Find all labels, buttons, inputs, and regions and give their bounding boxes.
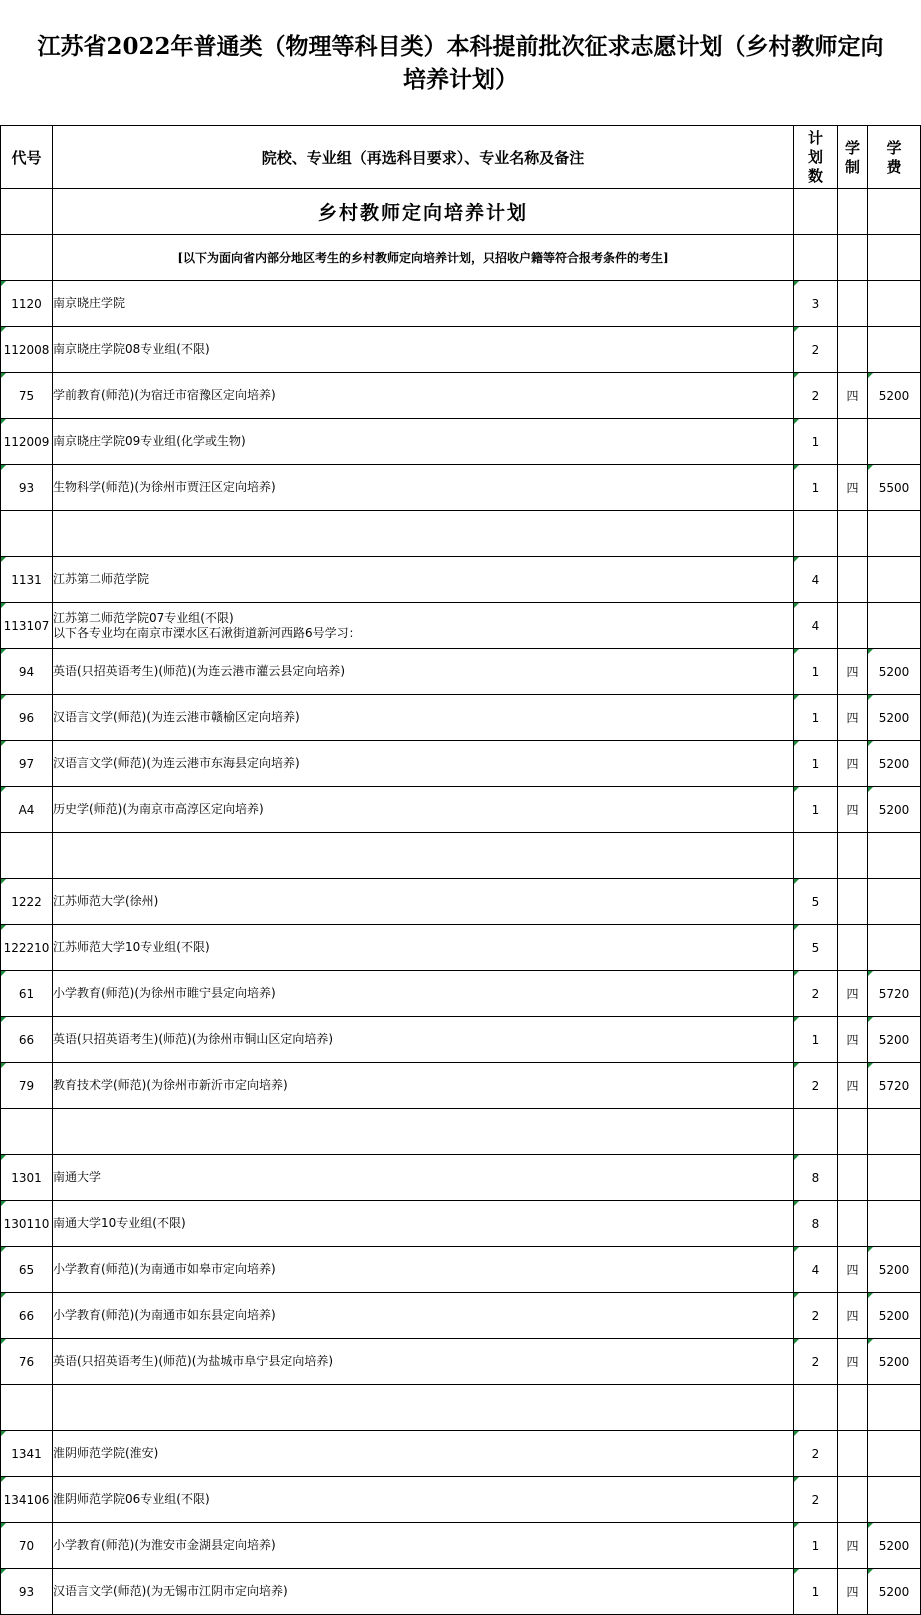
row-fee: 5200 (868, 1293, 921, 1339)
table-row (1, 1063, 921, 1109)
row-plan-count (794, 833, 838, 879)
row-length: 四 (838, 1569, 868, 1615)
table-row (1, 1523, 921, 1569)
row-plan-count: 1 (794, 741, 838, 787)
row-length (838, 603, 868, 649)
row-fee (868, 603, 921, 649)
row-code: 122210 (1, 925, 53, 971)
table-row (1, 879, 921, 925)
row-length: 四 (838, 787, 868, 833)
row-name (53, 603, 794, 649)
row-length (838, 327, 868, 373)
row-code: 70 (1, 1523, 53, 1569)
row-fee: 5200 (868, 373, 921, 419)
row-code: 66 (1, 1017, 53, 1063)
row-plan-count: 1 (794, 1569, 838, 1615)
table-row (1, 925, 921, 971)
header-code: 代号 (1, 126, 53, 189)
row-plan-count: 1 (794, 465, 838, 511)
row-fee (868, 1477, 921, 1523)
table-row (1, 695, 921, 741)
row-name: 学前教育(师范)(为宿迁市宿豫区定向培养) (53, 373, 794, 419)
row-name: 英语(只招英语考生)(师范)(为连云港市灌云县定向培养) (53, 649, 794, 695)
row-plan-count: 4 (794, 603, 838, 649)
header-length (838, 126, 868, 189)
row-code: 1341 (1, 1431, 53, 1477)
row-name: 汉语言文学(师范)(为无锡市江阴市定向培养) (53, 1569, 794, 1615)
table-row (1, 971, 921, 1017)
row-plan-count: 2 (794, 1431, 838, 1477)
row-name: 江苏第二师范学院 (53, 557, 794, 603)
row-code: 93 (1, 1569, 53, 1615)
header-length-char: 学 (844, 138, 860, 157)
empty-cell (1, 189, 53, 235)
row-length: 四 (838, 971, 868, 1017)
table-row (1, 419, 921, 465)
row-plan-count: 4 (794, 557, 838, 603)
empty-cell (868, 235, 921, 281)
row-plan-count: 1 (794, 1017, 838, 1063)
row-plan-count: 1 (794, 649, 838, 695)
row-plan-count: 1 (794, 695, 838, 741)
table-row (1, 1201, 921, 1247)
header-fee-char: 学 (886, 138, 902, 157)
empty-cell (838, 189, 868, 235)
header-name: 院校、专业组（再选科目要求）、专业名称及备注 (53, 126, 794, 189)
row-name: 教育技术学(师范)(为徐州市新沂市定向培养) (53, 1063, 794, 1109)
row-code: 79 (1, 1063, 53, 1109)
row-plan-count: 2 (794, 971, 838, 1017)
row-code: 97 (1, 741, 53, 787)
row-plan-count: 5 (794, 879, 838, 925)
row-fee (868, 879, 921, 925)
row-name: 小学教育(师范)(为徐州市睢宁县定向培养) (53, 971, 794, 1017)
row-code: 113107 (1, 603, 53, 649)
row-name: 汉语言文学(师范)(为连云港市东海县定向培养) (53, 741, 794, 787)
table-row (1, 1431, 921, 1477)
empty-cell (794, 189, 838, 235)
row-name: 南京晓庄学院 (53, 281, 794, 327)
row-fee (868, 327, 921, 373)
row-name: 南通大学10专业组(不限) (53, 1201, 794, 1247)
table-row (1, 1155, 921, 1201)
row-code: 96 (1, 695, 53, 741)
table-row (1, 557, 921, 603)
row-name: 历史学(师范)(为南京市高淳区定向培养) (53, 787, 794, 833)
row-fee (868, 419, 921, 465)
row-fee (868, 1109, 921, 1155)
row-length: 四 (838, 373, 868, 419)
row-length (838, 879, 868, 925)
empty-cell (838, 235, 868, 281)
row-code: 134106 (1, 1477, 53, 1523)
row-name: 江苏师范大学10专业组(不限) (53, 925, 794, 971)
row-name-line: 江苏第二师范学院07专业组(不限) (53, 610, 234, 625)
row-length (838, 925, 868, 971)
row-length (838, 1201, 868, 1247)
section-note: [以下为面向省内部分地区考生的乡村教师定向培养计划，只招收户籍等符合报考条件的考生] (53, 235, 794, 281)
row-length (838, 1431, 868, 1477)
row-code: 1222 (1, 879, 53, 925)
row-plan-count: 8 (794, 1201, 838, 1247)
row-fee (868, 1201, 921, 1247)
row-length: 四 (838, 465, 868, 511)
row-name: 南通大学 (53, 1155, 794, 1201)
row-length: 四 (838, 1017, 868, 1063)
row-length (838, 833, 868, 879)
row-length (838, 1155, 868, 1201)
page-title-line-1: 江苏省2022年普通类（物理等科目类）本科提前批次征求志愿计划（乡村教师定向 (37, 33, 884, 60)
header-length-char: 制 (844, 157, 860, 176)
row-name (53, 1109, 794, 1155)
row-fee (868, 511, 921, 557)
row-code: 93 (1, 465, 53, 511)
row-plan-count (794, 1385, 838, 1431)
row-name (53, 511, 794, 557)
row-fee: 5720 (868, 1063, 921, 1109)
row-length (838, 281, 868, 327)
row-fee: 5200 (868, 1523, 921, 1569)
row-plan-count: 4 (794, 1247, 838, 1293)
table-row (1, 1247, 921, 1293)
row-code (1, 833, 53, 879)
row-fee: 5500 (868, 465, 921, 511)
row-fee (868, 1431, 921, 1477)
table-header-row (1, 126, 921, 189)
header-fee-char: 费 (886, 157, 902, 176)
row-name (53, 1385, 794, 1431)
section-title: 乡村教师定向培养计划 (53, 189, 794, 235)
row-fee: 5200 (868, 695, 921, 741)
row-length: 四 (838, 1063, 868, 1109)
table-row (1, 741, 921, 787)
table-body (1, 126, 921, 1615)
row-code: 130110 (1, 1201, 53, 1247)
row-name: 英语(只招英语考生)(师范)(为徐州市铜山区定向培养) (53, 1017, 794, 1063)
row-fee: 5200 (868, 1569, 921, 1615)
row-code: 75 (1, 373, 53, 419)
row-length (838, 1109, 868, 1155)
row-length: 四 (838, 1247, 868, 1293)
row-fee: 5720 (868, 971, 921, 1017)
table-row (1, 281, 921, 327)
row-code: A4 (1, 787, 53, 833)
row-fee (868, 281, 921, 327)
table-row (1, 603, 921, 649)
row-code: 1120 (1, 281, 53, 327)
row-plan-count: 5 (794, 925, 838, 971)
row-name: 小学教育(师范)(为南通市如皋市定向培养) (53, 1247, 794, 1293)
header-plan-char: 数 (807, 167, 823, 185)
table-row (1, 1109, 921, 1155)
row-code: 94 (1, 649, 53, 695)
row-name: 汉语言文学(师范)(为连云港市赣榆区定向培养) (53, 695, 794, 741)
header-plan-char: 划 (807, 148, 823, 166)
row-code: 1131 (1, 557, 53, 603)
section-title-row (1, 189, 921, 235)
row-code: 76 (1, 1339, 53, 1385)
row-name: 江苏师范大学(徐州) (53, 879, 794, 925)
row-length: 四 (838, 695, 868, 741)
row-fee: 5200 (868, 1339, 921, 1385)
row-plan-count: 1 (794, 419, 838, 465)
row-plan-count: 1 (794, 1523, 838, 1569)
page-title-line-2: 培养计划） (403, 66, 518, 93)
row-length: 四 (838, 649, 868, 695)
table-row (1, 787, 921, 833)
row-fee: 5200 (868, 787, 921, 833)
enrollment-plan-table (0, 125, 921, 1615)
row-name: 南京晓庄学院08专业组(不限) (53, 327, 794, 373)
row-code: 112009 (1, 419, 53, 465)
row-length (838, 1385, 868, 1431)
row-name: 南京晓庄学院09专业组(化学或生物) (53, 419, 794, 465)
table-row (1, 1569, 921, 1615)
table-row (1, 327, 921, 373)
table-row (1, 465, 921, 511)
row-length (838, 557, 868, 603)
row-name: 小学教育(师范)(为南通市如东县定向培养) (53, 1293, 794, 1339)
row-length (838, 419, 868, 465)
row-length: 四 (838, 1339, 868, 1385)
row-plan-count: 3 (794, 281, 838, 327)
row-fee (868, 925, 921, 971)
table-row (1, 833, 921, 879)
header-plan-count (794, 126, 838, 189)
row-code: 66 (1, 1293, 53, 1339)
table-row (1, 1339, 921, 1385)
row-code: 61 (1, 971, 53, 1017)
row-code (1, 1385, 53, 1431)
row-name: 英语(只招英语考生)(师范)(为盐城市阜宁县定向培养) (53, 1339, 794, 1385)
row-name: 淮阴师范学院06专业组(不限) (53, 1477, 794, 1523)
table-row (1, 1017, 921, 1063)
table-row (1, 1293, 921, 1339)
row-plan-count: 2 (794, 1339, 838, 1385)
row-fee (868, 1155, 921, 1201)
empty-cell (794, 235, 838, 281)
empty-cell (1, 235, 53, 281)
row-name: 淮阴师范学院(淮安) (53, 1431, 794, 1477)
header-fee (868, 126, 921, 189)
row-length (838, 1477, 868, 1523)
row-plan-count: 2 (794, 327, 838, 373)
row-plan-count (794, 1109, 838, 1155)
row-length: 四 (838, 1293, 868, 1339)
row-plan-count (794, 511, 838, 557)
row-plan-count: 2 (794, 1063, 838, 1109)
table-row (1, 373, 921, 419)
row-plan-count: 8 (794, 1155, 838, 1201)
row-length: 四 (838, 1523, 868, 1569)
row-code: 112008 (1, 327, 53, 373)
row-name: 小学教育(师范)(为淮安市金湖县定向培养) (53, 1523, 794, 1569)
row-fee (868, 833, 921, 879)
row-fee: 5200 (868, 1247, 921, 1293)
row-plan-count: 2 (794, 1293, 838, 1339)
row-name (53, 833, 794, 879)
row-fee: 5200 (868, 649, 921, 695)
table-row (1, 1385, 921, 1431)
table-row (1, 649, 921, 695)
row-code (1, 511, 53, 557)
row-plan-count: 2 (794, 1477, 838, 1523)
row-code: 1301 (1, 1155, 53, 1201)
table-row (1, 511, 921, 557)
row-length (838, 511, 868, 557)
row-name: 生物科学(师范)(为徐州市贾汪区定向培养) (53, 465, 794, 511)
row-length: 四 (838, 741, 868, 787)
empty-cell (868, 189, 921, 235)
row-plan-count: 1 (794, 787, 838, 833)
page-title (0, 30, 921, 96)
row-name-remark: 以下各专业均在南京市溧水区石湫街道新河西路6号学习： (53, 625, 361, 640)
row-fee (868, 1385, 921, 1431)
row-fee: 5200 (868, 1017, 921, 1063)
header-plan-char: 计 (807, 129, 823, 147)
table-row (1, 1477, 921, 1523)
row-plan-count: 2 (794, 373, 838, 419)
row-fee: 5200 (868, 741, 921, 787)
row-code: 65 (1, 1247, 53, 1293)
section-note-row (1, 235, 921, 281)
row-fee (868, 557, 921, 603)
row-code (1, 1109, 53, 1155)
